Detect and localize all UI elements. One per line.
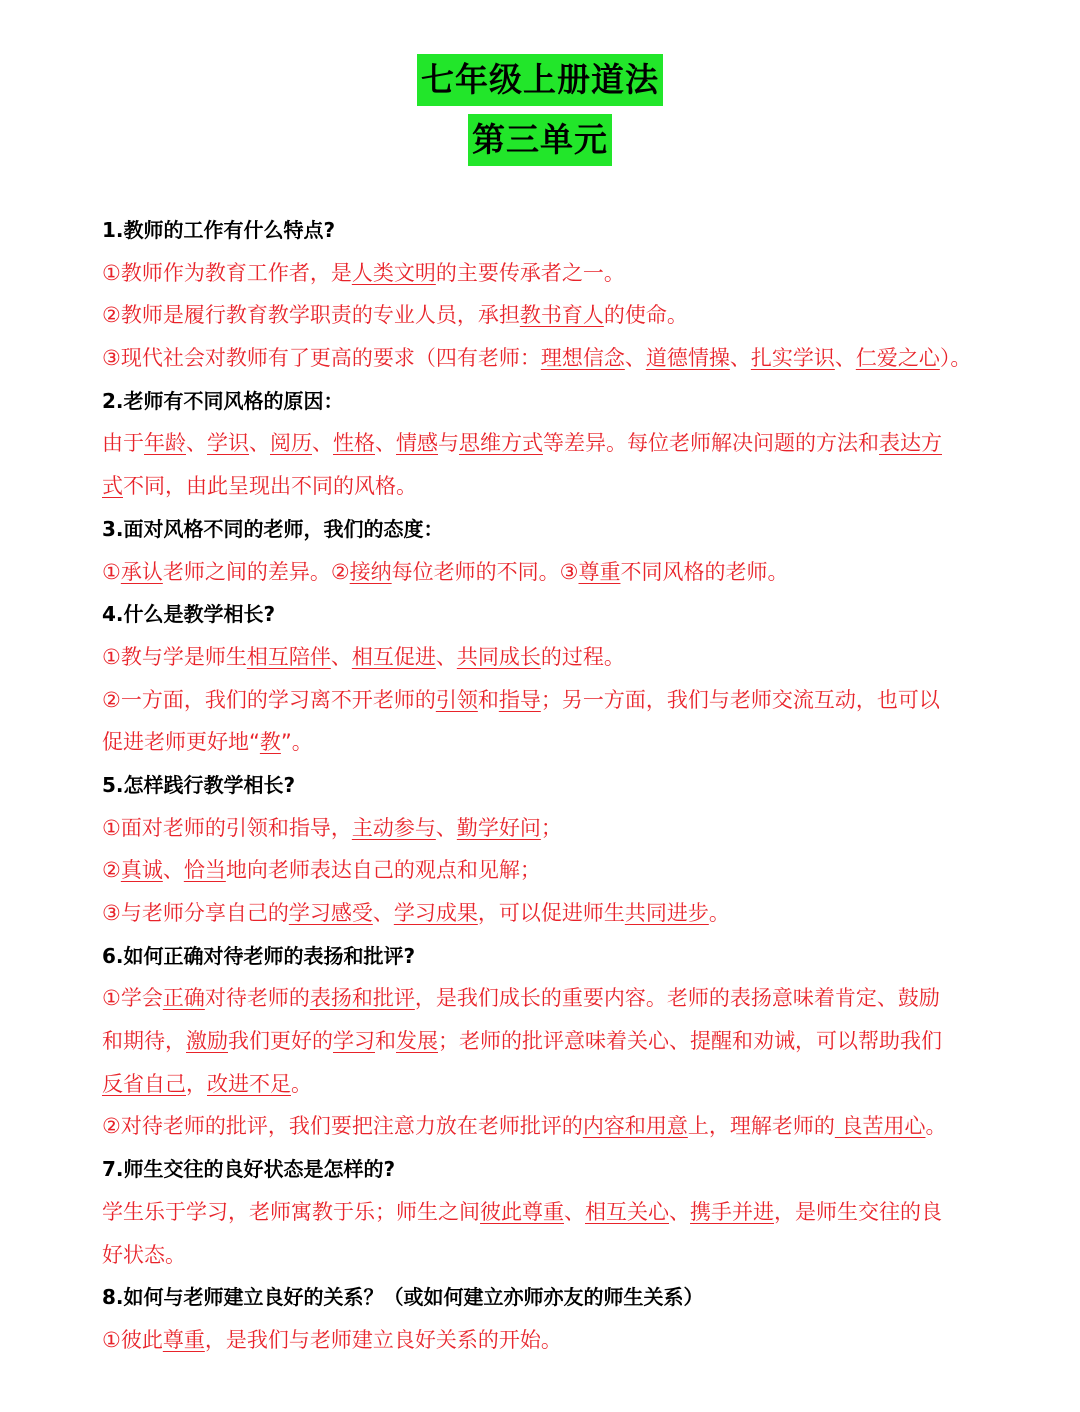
text-segment: 、 xyxy=(312,431,333,456)
text-segment: 6.如何正确对待老师的表扬和批评? xyxy=(102,943,416,968)
text-segment: 8.如何与老师建立良好的关系？（或如何建立亦师亦友的师生关系） xyxy=(102,1285,704,1310)
text-segment: ；另一方面，我们与老师交流互动，也可以 xyxy=(540,687,940,712)
key-term: 携手并进 xyxy=(690,1199,774,1224)
text-segment: ① xyxy=(102,559,121,584)
answer-line xyxy=(102,1191,987,1234)
text-segment: 4.什么是教学相长? xyxy=(102,602,276,627)
key-term: 教书育人 xyxy=(519,303,604,328)
key-term: 理想信念 xyxy=(540,346,625,371)
answer-line xyxy=(102,1105,987,1148)
question-heading xyxy=(102,593,987,636)
text-segment: 我们更好的 xyxy=(228,1029,333,1054)
title-line-1 xyxy=(0,54,1080,106)
key-term: 尊重 xyxy=(578,559,621,584)
key-term: 相互关心 xyxy=(585,1199,669,1224)
answer-line xyxy=(102,807,987,850)
answer-line xyxy=(102,294,987,337)
text-segment: 地向老师表达自己的观点和见解； xyxy=(225,858,541,883)
key-term: 学习成果 xyxy=(393,901,478,925)
answer-line xyxy=(102,849,987,892)
key-term: 反省自己 xyxy=(102,1071,186,1096)
key-term: 良苦用心 xyxy=(834,1114,926,1139)
question-heading xyxy=(102,1276,987,1319)
key-term: 式 xyxy=(102,474,123,499)
answer-line xyxy=(102,1234,987,1277)
key-term: 发展 xyxy=(396,1029,438,1054)
text-segment: 每位老师的不同。③ xyxy=(391,559,579,584)
text-segment: ②对待老师的批评，我们要把注意力放在老师批评的 xyxy=(102,1114,583,1139)
text-segment: 的使命。 xyxy=(603,303,688,328)
answer-line xyxy=(102,422,987,465)
text-segment: 、 xyxy=(669,1199,690,1224)
title-line-2 xyxy=(0,114,1080,166)
answer-line xyxy=(102,1319,987,1362)
text-segment: ②一方面，我们的学习离不开老师的 xyxy=(102,687,436,712)
text-segment: 。 xyxy=(925,1114,947,1139)
text-segment: ，是我们与老师建立良好关系的开始。 xyxy=(204,1327,562,1352)
answer-line xyxy=(102,252,987,295)
text-segment: 由于 xyxy=(102,431,144,456)
text-segment: ，是师生交往的良 xyxy=(774,1199,942,1224)
text-segment: ③现代社会对教师有了更高的要求（四有老师： xyxy=(102,346,541,371)
title-main: 七年级上册道法 xyxy=(417,54,663,106)
text-segment: 的过程。 xyxy=(540,644,625,669)
key-term: 教 xyxy=(259,730,281,755)
text-segment: 对待老师的 xyxy=(204,986,310,1011)
answer-line xyxy=(102,977,987,1020)
text-segment: ，是我们成长的重要内容。老师的表扬意味着肯定、鼓励 xyxy=(414,986,940,1011)
key-term: 共同进步 xyxy=(624,901,709,925)
question-heading xyxy=(102,380,987,423)
question-heading xyxy=(102,764,987,807)
text-segment: 、 xyxy=(834,346,856,371)
key-term: 阅历 xyxy=(270,431,312,456)
key-term: 内容和用意 xyxy=(582,1114,688,1139)
key-term: 思维方式 xyxy=(459,431,543,456)
answer-line xyxy=(102,679,987,722)
answer-line xyxy=(102,1020,987,1063)
text-segment: 老师之间的差异。② xyxy=(162,559,350,584)
text-segment: ①学会 xyxy=(102,986,163,1011)
key-term: 道德情操 xyxy=(645,346,730,371)
text-segment: 2.老师有不同风格的原因： xyxy=(102,388,344,413)
text-segment: 促进老师更好地“ xyxy=(102,730,260,755)
text-segment: ）。 xyxy=(939,346,972,371)
text-segment: ①彼此 xyxy=(102,1327,163,1352)
text-segment: ， xyxy=(186,1071,207,1096)
key-term: 激励 xyxy=(186,1029,228,1054)
text-segment: ”。 xyxy=(280,730,313,755)
key-term: 性格 xyxy=(333,431,375,456)
key-term: 尊重 xyxy=(162,1327,205,1352)
key-term: 仁爱之心 xyxy=(855,346,940,371)
question-heading xyxy=(102,508,987,551)
notes-body xyxy=(102,209,987,1362)
text-segment: 不同，由此呈现出不同的风格。 xyxy=(123,474,417,499)
answer-line xyxy=(102,892,987,935)
answer-line xyxy=(102,465,987,508)
answer-line xyxy=(102,721,987,764)
question-heading xyxy=(102,209,987,252)
text-segment: 好状态。 xyxy=(102,1242,186,1267)
key-term: 人类文明 xyxy=(351,260,436,285)
text-segment: ② xyxy=(102,858,121,883)
text-segment: 、 xyxy=(249,431,270,456)
text-segment: 、 xyxy=(330,644,352,669)
text-segment: ； xyxy=(540,815,562,840)
key-term: 学习 xyxy=(333,1029,375,1054)
answer-line xyxy=(102,551,987,594)
key-term: 学识 xyxy=(207,431,249,456)
text-segment: 、 xyxy=(186,431,207,456)
question-heading xyxy=(102,1148,987,1191)
text-segment: 。 xyxy=(291,1071,312,1096)
text-segment: 和 xyxy=(477,687,499,712)
key-term: 勤学好问 xyxy=(456,815,541,840)
key-term: 引领 xyxy=(435,687,478,712)
key-term: 共同成长 xyxy=(456,644,541,669)
answer-line xyxy=(102,337,987,380)
key-term: 扎实学识 xyxy=(750,346,835,371)
text-segment: 和 xyxy=(375,1029,396,1054)
text-segment: ①面对老师的引领和指导， xyxy=(102,815,352,840)
text-segment: ；老师的批评意味着关心、提醒和劝诫，可以帮助我们 xyxy=(438,1029,942,1054)
key-term: 情感 xyxy=(396,431,438,456)
text-segment: 、 xyxy=(624,346,646,371)
key-term: 改进不足 xyxy=(207,1071,291,1096)
text-segment: 、 xyxy=(435,644,457,669)
key-term: 指导 xyxy=(498,687,541,712)
text-segment: ②教师是履行教育教学职责的专业人员，承担 xyxy=(102,303,520,328)
key-term: 恰当 xyxy=(183,858,226,883)
text-segment: 、 xyxy=(729,346,751,371)
key-term: 相互陪伴 xyxy=(246,644,331,669)
key-term: 正确 xyxy=(162,986,205,1011)
text-segment: ，可以促进师生 xyxy=(477,901,625,925)
text-segment: 7.师生交往的良好状态是怎样的? xyxy=(102,1157,396,1182)
text-segment: ①教与学是师生 xyxy=(102,644,247,669)
text-segment: 、 xyxy=(372,901,394,925)
title-unit: 第三单元 xyxy=(468,114,612,166)
text-segment: 不同风格的老师。 xyxy=(620,559,789,584)
key-term: 表达方 xyxy=(879,431,942,456)
text-segment: 1.教师的工作有什么特点? xyxy=(102,218,336,242)
key-term: 承认 xyxy=(120,559,163,584)
text-segment: 、 xyxy=(375,431,396,456)
key-term: 主动参与 xyxy=(351,815,436,840)
text-segment: 与 xyxy=(438,431,459,456)
text-segment: 等差异。每位老师解决问题的方法和 xyxy=(543,431,879,456)
text-segment: 的主要传承者之一。 xyxy=(435,260,625,285)
key-term: 真诚 xyxy=(120,858,163,883)
text-segment: 5.怎样践行教学相长? xyxy=(102,772,296,797)
text-segment: 上，理解老师的 xyxy=(687,1114,835,1139)
key-term: 接纳 xyxy=(349,559,392,584)
text-segment: 、 xyxy=(162,858,184,883)
text-segment: 和期待， xyxy=(102,1029,186,1054)
key-term: 彼此尊重 xyxy=(480,1199,564,1224)
text-segment: 、 xyxy=(564,1199,585,1224)
key-term: 学习感受 xyxy=(288,901,373,925)
key-term: 表扬和批评 xyxy=(309,986,415,1011)
text-segment: 3.面对风格不同的老师，我们的态度： xyxy=(102,516,444,541)
text-segment: 。 xyxy=(708,901,730,925)
text-segment: 、 xyxy=(435,815,457,840)
text-segment: ①教师作为教育工作者，是 xyxy=(102,260,352,285)
text-segment: 学生乐于学习，老师寓教于乐；师生之间 xyxy=(102,1199,480,1224)
key-term: 年龄 xyxy=(144,431,186,456)
key-term: 相互促进 xyxy=(351,644,436,669)
answer-line xyxy=(102,1063,987,1106)
question-heading xyxy=(102,935,987,978)
text-segment: ③与老师分享自己的 xyxy=(102,901,289,925)
answer-line xyxy=(102,636,987,679)
